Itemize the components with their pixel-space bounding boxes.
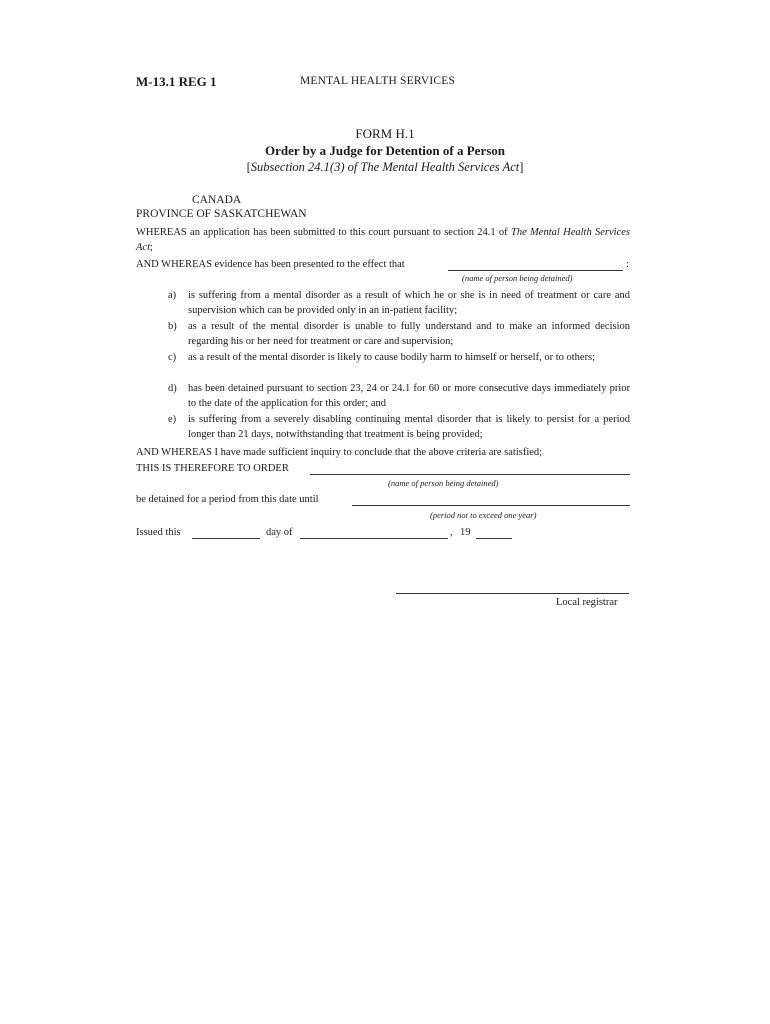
issued-row	[136, 527, 630, 541]
issued-year-prefix: 19	[460, 527, 471, 538]
order-lead: THIS IS THEREFORE TO ORDER	[136, 463, 289, 474]
regulation-number: M-13.1 REG 1	[136, 74, 217, 89]
form-title: Order by a Judge for Detention of a Person	[265, 143, 505, 158]
period-row	[136, 494, 630, 508]
country-heading: CANADA	[192, 194, 242, 206]
whereas-application	[136, 226, 630, 255]
form-number: FORM H.1	[355, 126, 415, 141]
caption-period: (period not to exceed one year)	[430, 510, 537, 520]
subtitle-bracket-open: [	[246, 160, 251, 174]
criterion-e-label: e)	[168, 414, 177, 425]
act-title: The Mental Health Services Act	[136, 227, 630, 253]
signature-label: Local registrar	[556, 597, 618, 608]
criterion-b-text: as a result of the mental disorder is unable to fully understand and to make an informed decision regarding his or her need for treatment or care and supervision;	[188, 321, 630, 347]
province-heading: PROVINCE OF SASKATCHEWAN	[136, 208, 307, 220]
period-blank[interactable]	[352, 494, 630, 506]
issued-lead: Issued this	[136, 527, 181, 538]
running-header: MENTAL HEALTH SERVICES	[300, 75, 456, 87]
caption-person-1: (name of person being detained)	[462, 273, 573, 283]
criterion-d-label: d)	[168, 383, 177, 394]
whereas-application-text: WHEREAS an application has been submitted to this court pursuant to section 24.1 of	[136, 227, 508, 238]
subtitle-citation: Subsection 24.1(3) of The Mental Health Services Act	[250, 160, 520, 174]
caption-person-2: (name of person being detained)	[388, 478, 499, 488]
issued-month-blank[interactable]	[300, 527, 448, 539]
issued-comma: ,	[450, 527, 453, 538]
evidence-colon: :	[626, 259, 629, 270]
form-subtitle	[0, 160, 770, 175]
criterion-c-text: as a result of the mental disorder is likely to cause bodily harm to himself or herself, or to others;	[188, 352, 596, 363]
evidence-row	[136, 259, 630, 273]
signature-line[interactable]	[396, 593, 629, 594]
evidence-lead: AND WHEREAS evidence has been presented to the effect that	[136, 259, 405, 270]
whereas-application-end: ;	[150, 241, 153, 253]
issued-day-blank[interactable]	[192, 527, 260, 539]
criterion-a-label: a)	[168, 290, 177, 301]
period-lead: be detained for a period from this date until	[136, 494, 319, 505]
issued-day-of: day of	[266, 527, 293, 538]
criterion-c-label: c)	[168, 352, 177, 363]
criterion-a-text: is suffering from a mental disorder as a result of which he or she is in need of treatment or care and supervision which can be provided only in an in-patient facility;	[188, 290, 630, 316]
whereas-inquiry: AND WHEREAS I have made sufficient inquiry to conclude that the above criteria are satisfied;	[136, 447, 543, 458]
subtitle-bracket-close: ]	[519, 160, 524, 174]
criterion-e-text: is suffering from a severely disabling continuing mental disorder that is likely to persist for a period longer than 21 days, notwithstanding that treatment is being provided;	[188, 414, 630, 440]
criterion-b-label: b)	[168, 321, 177, 332]
issued-year-blank[interactable]	[476, 527, 512, 539]
criterion-d-text: has been detained pursuant to section 23, 24 or 24.1 for 60 or more consecutive days immediately prior to the date of the application for this order; and	[188, 383, 630, 409]
order-row	[136, 463, 630, 477]
person-name-blank-2[interactable]	[310, 463, 630, 475]
person-name-blank-1[interactable]	[448, 259, 623, 271]
